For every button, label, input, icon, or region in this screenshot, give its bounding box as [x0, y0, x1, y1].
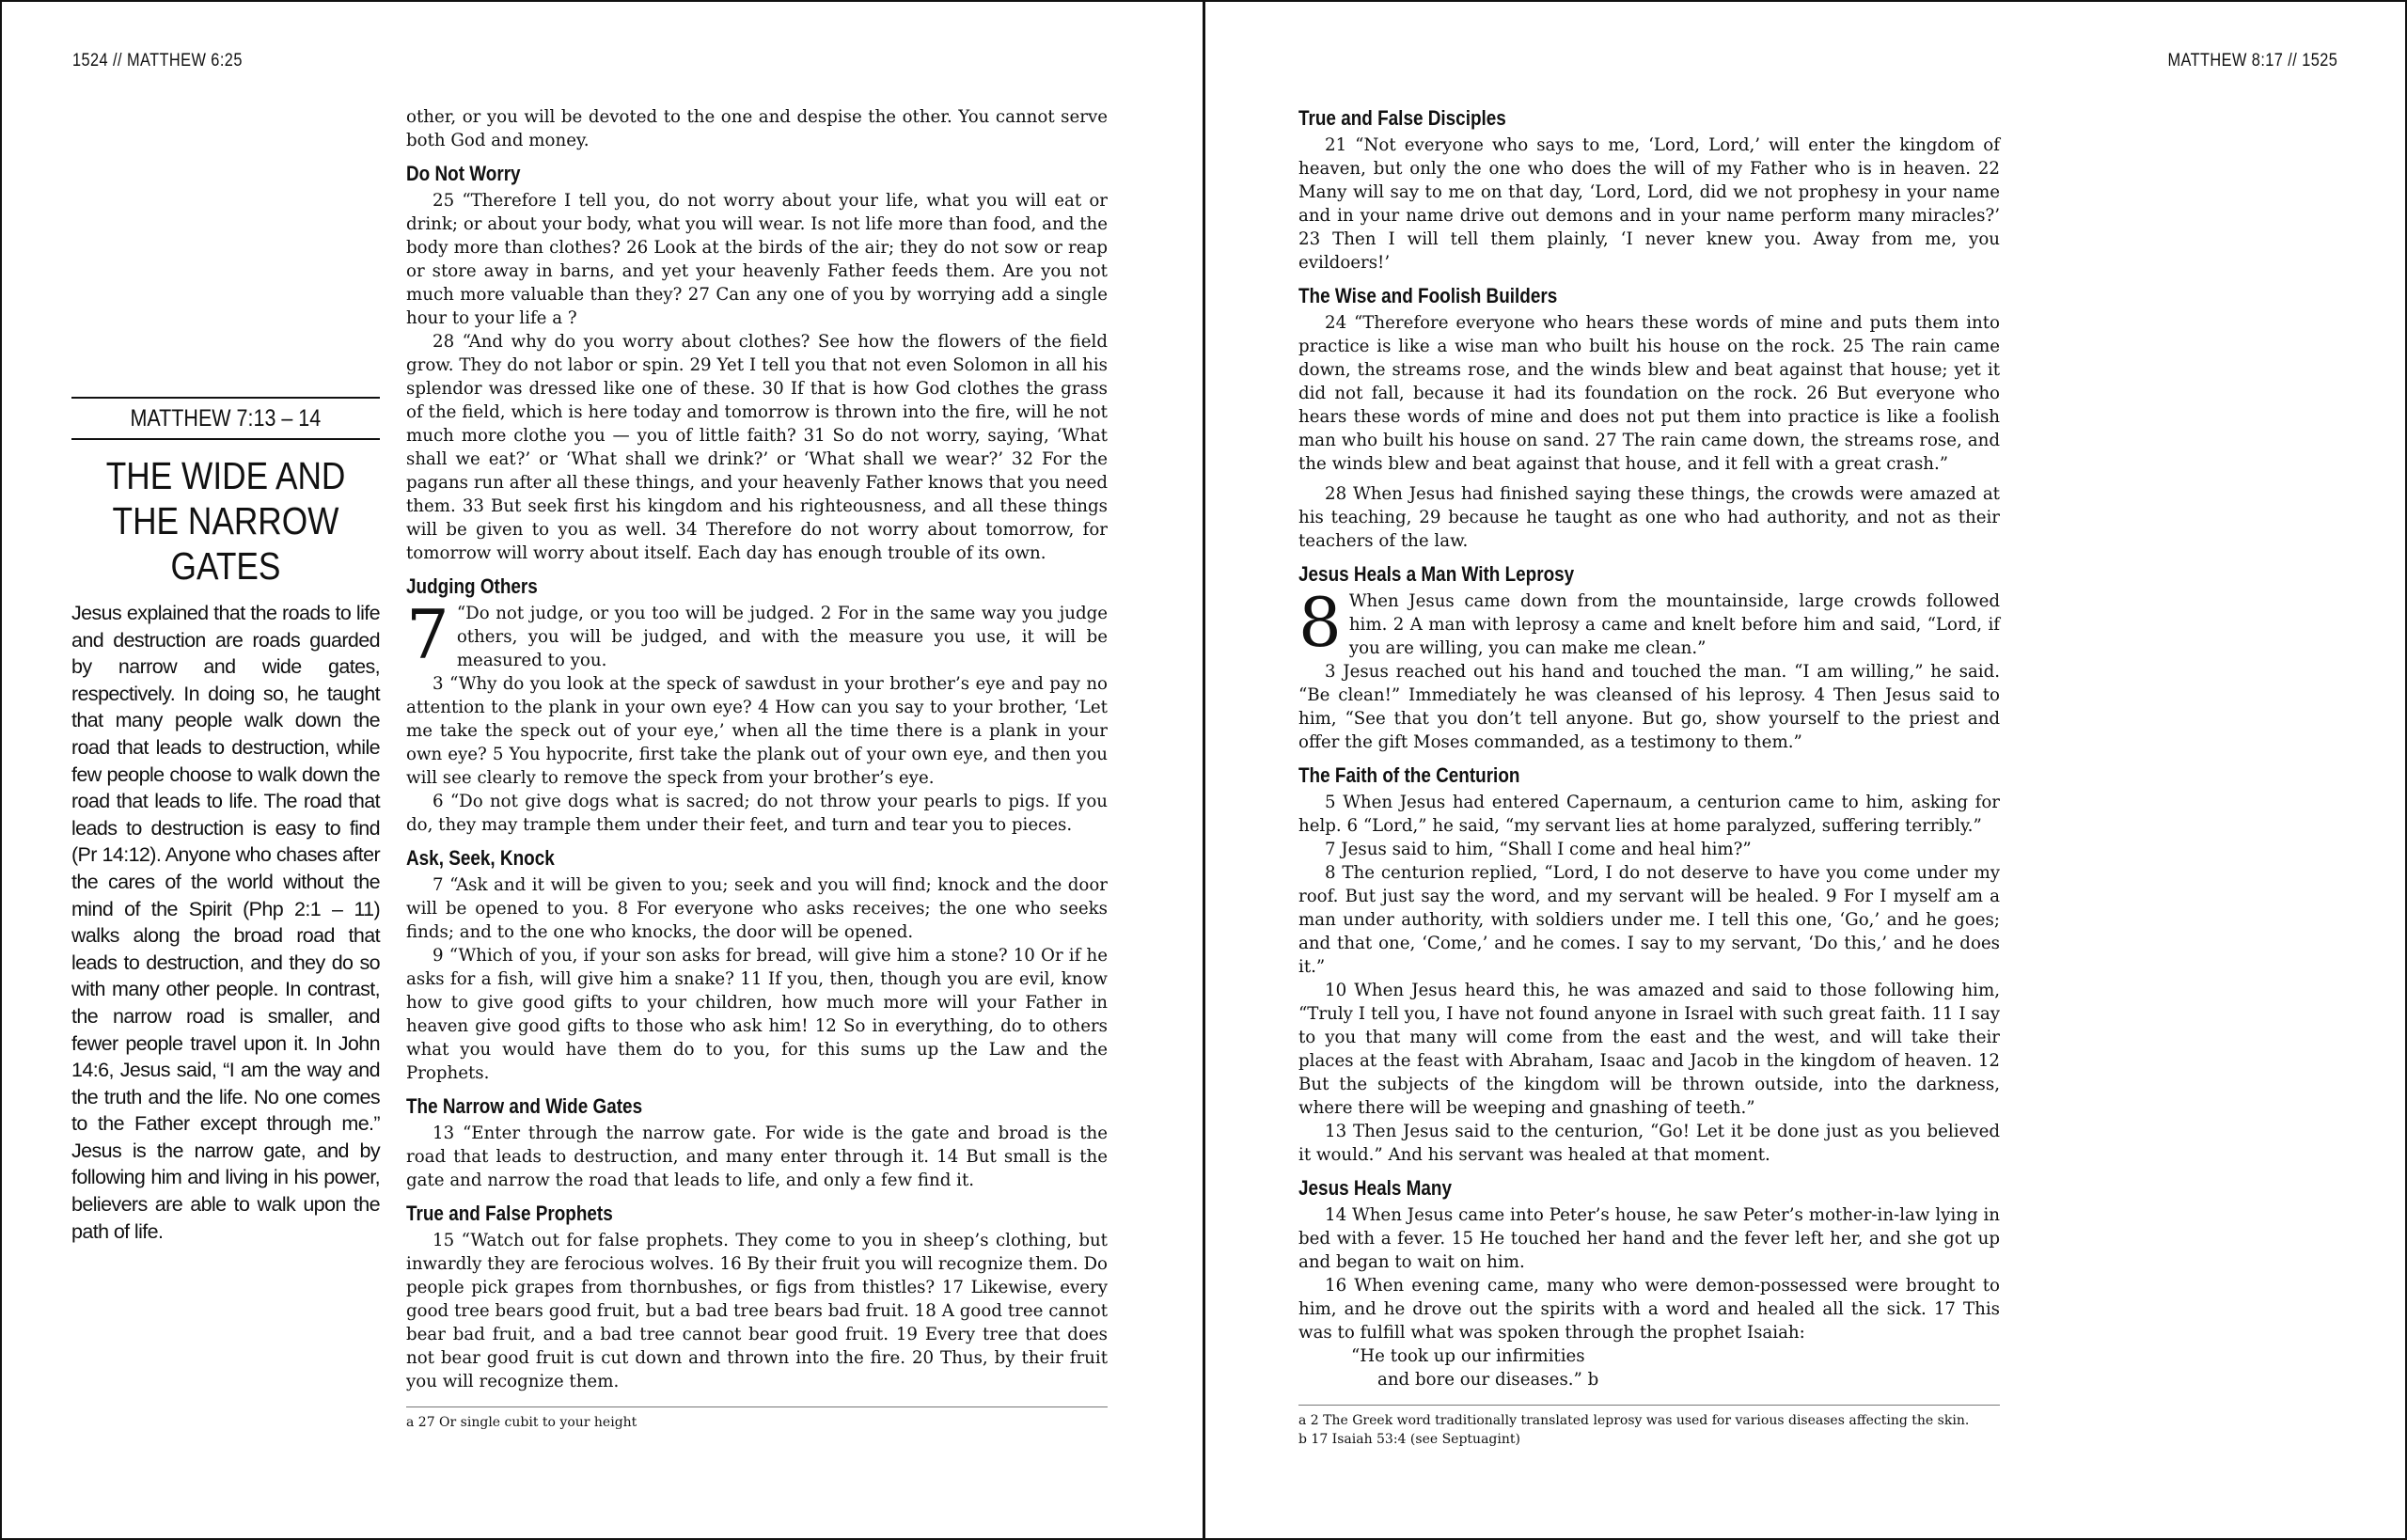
paragraph: 28 When Jesus had finished saying these things, the crowds were amazed at his teaching, 29 because he taught as one who had authority, and not as their teachers of the law.: [1298, 484, 2000, 551]
paragraph: 14 When Jesus came into Peter’s house, he saw Peter’s mother-in-law lying in bed with a fever. 15 He touched her hand and the fever left her, and she got up and began to wait on him.: [1298, 1205, 2000, 1272]
poem-line: “He took up our infirmities: [1351, 1346, 1585, 1366]
paragraph: 5 When Jesus had entered Capernaum, a centurion came to him, asking for help. 6 “Lord,” he said, “my servant lies at home paralyzed, suffering terribly.”: [1298, 793, 2000, 836]
chapter-number: 7: [406, 595, 449, 674]
footnote: a 2 The Greek word traditionally translated leprosy was used for various diseases affecting the skin.: [1298, 1413, 1970, 1428]
paragraph: 8 When Jesus came down from the mountainside, large crowds followed him. 2 A man with leprosy a came and knelt before him and said, “Lord, if you are willing, you can make me clean.”: [1298, 583, 2000, 662]
heading-judging-others: Judging Others: [406, 574, 538, 598]
sidebar-body: Jesus explained that the roads to life and destruction are roads guarded by narrow and wide gates, respectively. In doing so, he taught that many people walk down the road that leads to destruction, while few people choose to walk down the road that leads to life. The road that leads to destruction is easy to find (Pr 14:12). Anyone who chases after the cares of the world without the mind of the Spirit (Php 2:1 – 11) walks along the broad road that leads to destruction, and they do so with many other people. In contrast, the narrow road is smaller, and fewer people travel upon it. In John 14:6, Jesus said, “I am the way and the truth and the life. No one comes to the Father except through me.” Jesus is the narrow gate, and by following him and living in his power, believers are able to walk upon the path of life.: [71, 602, 380, 1243]
running-head-left: 1524 // MATTHEW 6:25: [72, 51, 243, 71]
paragraph: 13 Then Jesus said to the centurion, “Go! Let it be done just as you believed it would.” And his servant was healed at that moment.: [1298, 1122, 2000, 1165]
footnote: a 27 Or single cubit to your height: [406, 1415, 637, 1430]
paragraph: 10 When Jesus heard this, he was amazed and said to those following him, “Truly I tell you, I have not found anyone in Israel with such great faith. 11 I say to you that many will come from the east and the west, and will take their places at the feast with Abraham, Isaac and Jacob in the kingdom of heaven. 12 But the subjects of the kingdom will be thrown outside, into the darkness, where there will be weeping and gnashing of teeth.”: [1298, 981, 2000, 1118]
paragraph: 6 “Do not give dogs what is sacred; do not throw your pearls to pigs. If you do, they may trample them under their feet, and turn and tear you to pieces.: [406, 792, 1108, 835]
book-spine: [1203, 0, 1205, 1540]
chapter-number: 8: [1298, 583, 1342, 662]
paragraph: 15 “Watch out for false prophets. They come to you in sheep’s clothing, but inwardly they are ferocious wolves. 16 By their fruit you will recognize them. Do people pick grapes from thornbushes, or figs from thistles? 17 Likewise, every good tree bears good fruit, but a bad tree bears bad fruit. 18 A good tree cannot bear bad fruit, and a bad tree cannot bear good fruit. 19 Every tree that does not bear good fruit is cut down and thrown into the fire. 20 Thus, by their fruit you will recognize them.: [406, 1231, 1108, 1391]
paragraph: 28 “And why do you worry about clothes? See how the flowers of the field grow. They do not labor or spin. 29 Yet I tell you that not even Solomon in all his splendor was dressed like one of these. 30 If that is how God clothes the grass of the field, which is here today and tomorrow is thrown into the fire, will he not much more clothe you — you of little faith? 31 So do not worry, saying, ‘What shall we eat?’ or ‘What shall we drink?’ or ‘What shall we wear?’ 32 For the pagans run after all these things, and your heavenly Father knows that you need them. 33 But seek first his kingdom and his righteousness, and all these things will be given to you as well. 34 Therefore do not worry about tomorrow, for tomorrow will worry about itself. Each day has enough trouble of its own.: [406, 332, 1108, 563]
poem-line: and bore our diseases.” b: [1377, 1370, 1599, 1390]
sidebar-reference: MATTHEW 7:13 – 14: [71, 397, 380, 440]
running-head-right: MATTHEW 8:17 // 1525: [2167, 51, 2337, 71]
left-text-column: [406, 105, 1108, 1432]
quotation-poem: [1298, 1344, 2000, 1391]
paragraph: 7 Jesus said to him, “Shall I come and heal him?”: [1325, 840, 1752, 859]
paragraph: 24 “Therefore everyone who hears these words of mine and puts them into practice is like a wise man who built his house on the rock. 25 The rain came down, the streams rose, and the winds blew and beat against that house; yet it did not fall, because it had its foundation on the rock. 26 But everyone who hears these words of mine and does not put them into practice is like a foolish man who built his house on sand. 27 The rain came down, the streams rose, and the winds blew and beat against that house, and it fell with a great crash.”: [1298, 313, 2000, 474]
sidebar-title-line1: THE WIDE AND: [105, 454, 346, 497]
paragraph: 25 “Therefore I tell you, do not worry about your life, what you will eat or drink; or about your body, what you will wear. Is not life more than food, and the body more than clothes? 26 Look at the birds of the air; they do not sow or reap or store away in barns, and yet your heavenly Father feeds them. Are you not much more valuable than they? 27 Can any one of you by worrying add a single hour to your life a ?: [406, 191, 1108, 328]
paragraph: 7 “Ask and it will be given to you; seek and you will find; knock and the door will be opened to you. 8 For everyone who asks receives; the one who seeks finds; and to the one who knocks, the door will be opened.: [406, 875, 1108, 942]
heading-true-false-disciples: True and False Disciples: [1298, 106, 1506, 130]
heading-do-not-worry: Do Not Worry: [406, 162, 521, 185]
paragraph: 9 “Which of you, if your son asks for bread, will give him a stone? 10 Or if he asks for a fish, will give him a snake? 11 If you, then, though you are evil, know how to give good gifts to your children, how much more will your Father in heaven give good gifts to those who ask him! 12 So in everything, do to others what you would have them do to you, for this sums up the Law and the Prophets.: [406, 946, 1108, 1083]
heading-heals-leprosy: Jesus Heals a Man With Leprosy: [1298, 562, 1575, 586]
paragraph: 7 “Do not judge, or you too will be judged. 2 For in the same way you judge others, you will be judged, and with the measure you use, it will be measured to you.: [406, 595, 1108, 674]
heading-faith-centurion: The Faith of the Centurion: [1298, 763, 1520, 787]
heading-narrow-wide-gates: The Narrow and Wide Gates: [406, 1094, 643, 1118]
paragraph: 16 When evening came, many who were demon-possessed were brought to him, and he drove out the spirits with a word and healed all the sick. 17 This was to fulfill what was spoken through the prophet Isaiah:: [1298, 1276, 2000, 1343]
heading-true-false-prophets: True and False Prophets: [406, 1202, 613, 1225]
footnote-rule: [1298, 1405, 2000, 1406]
intro-text: other, or you will be devoted to the one and despise the other. You cannot serve both God and money.: [406, 107, 1108, 150]
heading-heals-many: Jesus Heals Many: [1298, 1176, 1453, 1200]
paragraph: 3 “Why do you look at the speck of sawdust in your brother’s eye and pay no attention to the plank in your own eye? 4 How can you say to your brother, ‘Let me take the speck out of your eye,’ when all the time there is a plank in your own eye? 5 You hypocrite, first take the plank out of your own eye, and then you will see clearly to remove the speck from your brother’s eye.: [406, 674, 1108, 788]
heading-ask-seek-knock: Ask, Seek, Knock: [406, 846, 555, 870]
paragraph: 13 “Enter through the narrow gate. For wide is the gate and broad is the road that leads to destruction, and many enter through it. 14 But small is the gate and narrow the road that leads to life, and only a few find it.: [406, 1124, 1108, 1190]
paragraph: 8 The centurion replied, “Lord, I do not deserve to have you come under my roof. But just say the word, and my servant will be healed. 9 For I myself am a man under authority, with soldiers under me. I tell this one, ‘Go,’ and he goes; and that one, ‘Come,’ and he comes. I say to my servant, ‘Do this,’ and he does it.”: [1298, 863, 2000, 977]
footnote-rule: [406, 1406, 1108, 1407]
heading-wise-foolish-builders: The Wise and Foolish Builders: [1298, 284, 1558, 307]
footnote: b 17 Isaiah 53:4 (see Septuagint): [1298, 1432, 1520, 1447]
sidebar-title: [71, 453, 380, 589]
paragraph: 3 Jesus reached out his hand and touched the man. “I am willing,” he said. “Be clean!” Immediately he was cleansed of his leprosy. 4 Then Jesus said to him, “See that you don’t tell anyone. But go, show yourself to the priest and offer the gift Moses commanded, as a testimony to them.”: [1298, 662, 2000, 752]
right-text-column: [1298, 105, 2000, 1449]
sidebar-article: [71, 397, 380, 1245]
sidebar-title-line2: THE NARROW GATES: [112, 499, 339, 588]
paragraph: 21 “Not everyone who says to me, ‘Lord, Lord,’ will enter the kingdom of heaven, but only the one who does the will of my Father who is in heaven. 22 Many will say to me on that day, ‘Lord, Lord, did we not prophesy in your name and in your name drive out demons and in your name perform many miracles?’ 23 Then I will tell them plainly, ‘I never knew you. Away from me, you evildoers!’: [1298, 135, 2000, 273]
